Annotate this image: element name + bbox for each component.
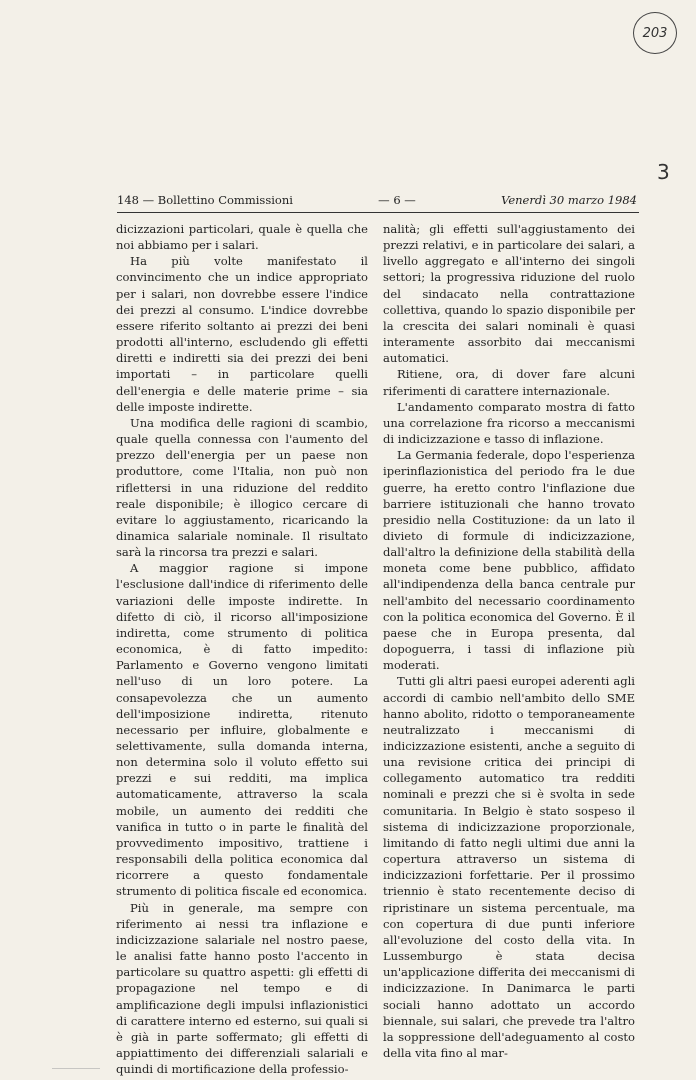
right-column xyxy=(383,221,635,1060)
paragraph: nalità; gli effetti sull'aggiustamento dei prezzi relativi, e in particolare dei salari, a livello aggregato e all'interno dei singoli settori; la progressiva riduzione del ruolo del sindacato nella contrattazione collettiva, quando lo spazio disponibile per la crescita dei salari nominali è quasi interamente assorbito dai meccanismi automatici. xyxy=(383,222,635,366)
header-rule xyxy=(117,212,639,213)
header-publication: 148 — Bollettino Commissioni xyxy=(117,193,293,207)
paragraph: La Germania federale, dopo l'esperienza iperinflazionistica del periodo fra le due guerre, ha eretto contro l'inflazione due barriere istituzionali che hanno trovato presidio nella Costituzione: da un lato il divieto di formule di indicizzazione, dall'altro la definizione della stabilità della moneta come bene pubblico, affidato all'indipendenza della banca centrale pur nell'ambito del necessario coordinamento con la politica economica del Governo. È il paese che in Europa presenta, dal dopoguerra, i tassi di inflazione più moderati. xyxy=(383,448,635,673)
paragraph: A maggior ragione si impone l'esclusione dall'indice di riferimento delle variazioni delle imposte indirette. In difetto di ciò, il ricorso all'imposizione indiretta, come strumento di politica economica, è di fatto impedito: Parlamento e Governo vengono limitati nell'uso di un loro potere. La consapevolezza che un aumento dell'imposizione indiretta, ritenuto necessario per influire, globalmente e selettivamente, sulla domanda interna, non determina solo il voluto effetto sui prezzi e sui redditi, ma implica automaticamente, attraverso la scala mobile, un aumento dei redditi che vanifica in tutto o in parte le finalità del provvedimento impositivo, trattiene i responsabili della politica economica dal ricorrere a questo fondamentale strumento di politica fiscale ed economica. xyxy=(116,561,368,899)
paragraph: L'andamento comparato mostra di fatto una correlazione fra ricorso a meccanismi di indicizzazione e tasso di inflazione. xyxy=(383,399,635,447)
paragraph: Ritiene, ora, di dover fare alcuni riferimenti di carattere internazionale. xyxy=(383,367,635,398)
paragraph: Tutti gli altri paesi europei aderenti agli accordi di cambio nell'ambito dello SME hanno abolito, ridotto o temporaneamente neutralizzato i meccanismi di indicizzazione esistenti, anche a seguito di una revisione critica dei principi di collegamento automatico tra redditi nominali e prezzi che si è svolta in sede comunitaria. In Belgio è stato sospeso il sistema di indicizzazione proporzionale, limitando di fatto negli ultimi due anni la copertura attraverso un sistema di indicizzazioni forfettarie. Per il prossimo triennio è stato recentemente deciso di ripristinare un sistema percentuale, ma con copertura di due punti inferiore all'evoluzione del costo della vita. In Lussemburgo è stata decisa un'applicazione differita dei meccanismi di indicizzazione. In Danimarca le parti sociali hanno adottato un accordo biennale, sui salari, che prevede tra l'altro la soppressione dell'adeguamento al costo della vita fino al mar- xyxy=(383,674,635,1060)
paragraph: Più in generale, ma sempre con riferimento ai nessi tra inflazione e indicizzazione salariale nel nostro paese, le analisi fatte hanno posto l'accento in particolare su quattro aspetti: gli effetti di propagazione nel tempo e di amplificazione degli impulsi inflazionistici di carattere interno ed esterno, sui quali si è già in parte soffermato; gli effetti di appiattimento dei differenziali salariali e quindi di mortificazione della professio- xyxy=(116,900,368,1077)
paragraph: Ha più volte manifestato il convincimento che un indice appropriato per i salari, non dovrebbe essere l'indice dei prezzi al consumo. L'indice dovrebbe essere riferito soltanto ai prezzi dei beni prodotti all'interno, escludendo gli effetti diretti e indiretti sia dei prezzi dei beni importati – in particolare quelli dell'energia e delle materie prime – sia delle imposte indirette. xyxy=(116,254,368,414)
margin-scribble xyxy=(52,1054,100,1069)
header-date: Venerdì 30 marzo 1984 xyxy=(501,193,637,207)
paragraph: Una modifica delle ragioni di scambio, quale quella connessa con l'aumento del prezzo dell'energia per un paese non produttore, come l'Italia, non può non riflettersi in una riduzione del reddito reale disponibile; è illogico cercare di evitare lo aggiustamento, ricaricando la dinamica salariale nominale. Il risultato sarà la rincorsa tra prezzi e salari. xyxy=(116,415,368,560)
header-page-number: — 6 — xyxy=(378,193,416,207)
page-stamp: 203 xyxy=(633,12,677,54)
left-column xyxy=(116,221,368,1077)
paragraph: dicizzazioni particolari, quale è quella che noi abbiamo per i salari. xyxy=(116,222,368,253)
margin-note: 3 xyxy=(657,160,670,184)
page-header xyxy=(117,190,637,210)
